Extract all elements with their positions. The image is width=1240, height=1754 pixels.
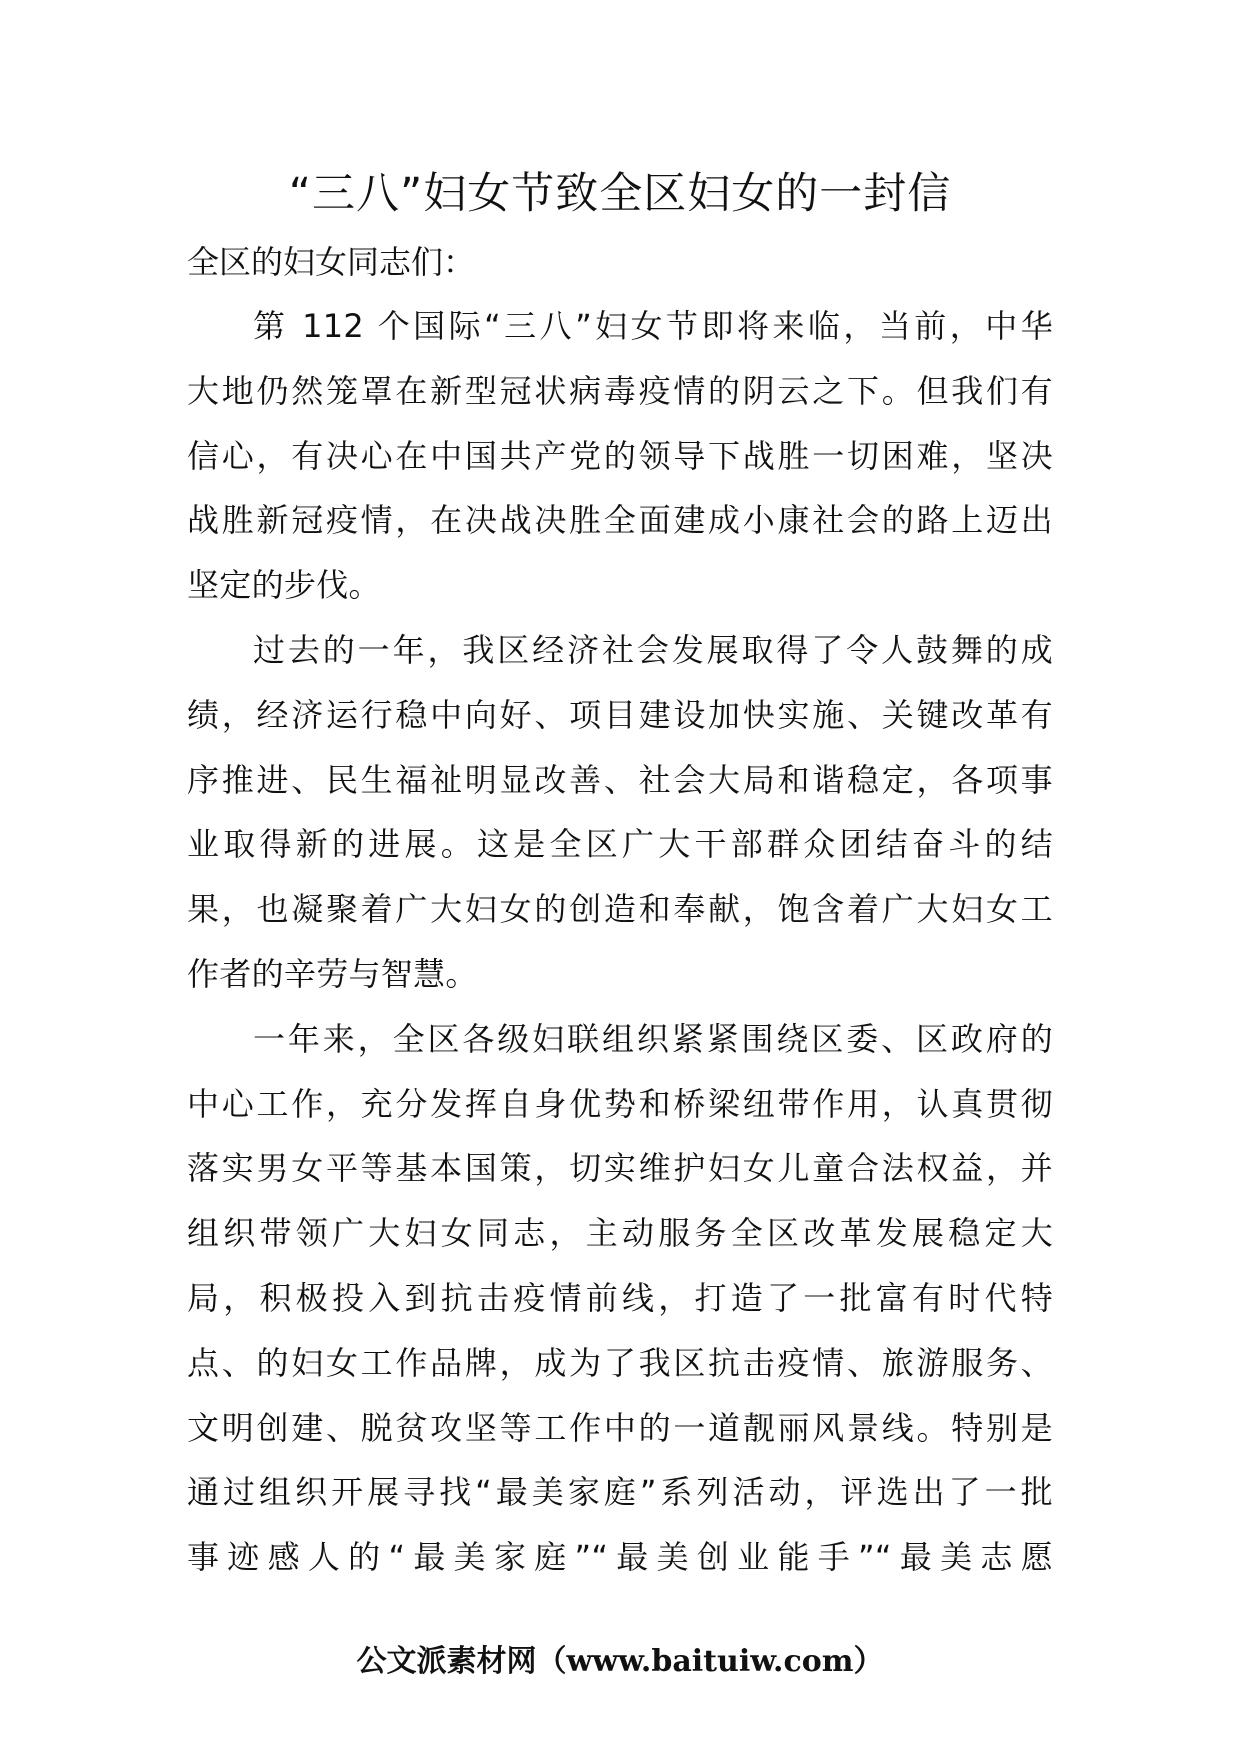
body-line: 序推进、民生福祉明显改善、社会大局和谐稳定，各项事 (187, 760, 1053, 799)
body-line: 作者的辛劳与智慧。 (187, 954, 478, 993)
body-line: 果，也凝聚着广大妇女的创造和奉献，饱含着广大妇女工 (187, 890, 1053, 929)
body-line: 局，积极投入到抗击疫情前线，打造了一批富有时代特 (187, 1278, 1053, 1317)
letter-body (187, 304, 1053, 1600)
body-line: 落实男女平等基本国策，切实维护妇女儿童合法权益，并 (187, 1149, 1053, 1188)
body-line: 大地仍然笼罩在新型冠状病毒疫情的阴云之下。但我们有 (187, 371, 1053, 410)
body-line: 事迹感人的“最美家庭”“最美创业能手”“最美志愿 (187, 1538, 1053, 1577)
body-line: 中心工作，充分发挥自身优势和桥梁纽带作用，认真贯彻 (187, 1084, 1053, 1123)
body-line: 一年来，全区各级妇联组织紧紧围绕区委、区政府的 (253, 1019, 1053, 1058)
body-line: 通过组织开展寻找“最美家庭”系列活动，评选出了一批 (187, 1473, 1053, 1512)
document-title: “三八”妇女节致全区妇女的一封信 (288, 169, 952, 219)
body-line: 组织带领广大妇女同志，主动服务全区改革发展稳定大 (187, 1214, 1053, 1253)
body-line: 业取得新的进展。这是全区广大干部群众团结奋斗的结 (187, 825, 1053, 864)
body-line: 信心，有决心在中国共产党的领导下战胜一切困难，坚决 (187, 436, 1053, 475)
salutation: 全区的妇女同志们： (187, 243, 476, 281)
body-line: 战胜新冠疫情，在决战决胜全面建成小康社会的路上迈出 (187, 501, 1053, 540)
body-line: 文明创建、脱贫攻坚等工作中的一道靓丽风景线。特别是 (187, 1408, 1053, 1447)
body-line: 坚定的步伐。 (187, 566, 381, 605)
body-line: 过去的一年，我区经济社会发展取得了令人鼓舞的成 (253, 630, 1053, 669)
body-line: 绩，经济运行稳中向好、项目建设加快实施、关键改革有 (187, 695, 1053, 734)
footer-watermark: 公文派素材网（www.baituiw.com） (356, 1644, 884, 1679)
body-line: 第 112 个国际“三八”妇女节即将来临，当前，中华 (253, 307, 1053, 345)
body-line: 点、的妇女工作品牌，成为了我区抗击疫情、旅游服务、 (187, 1343, 1053, 1382)
